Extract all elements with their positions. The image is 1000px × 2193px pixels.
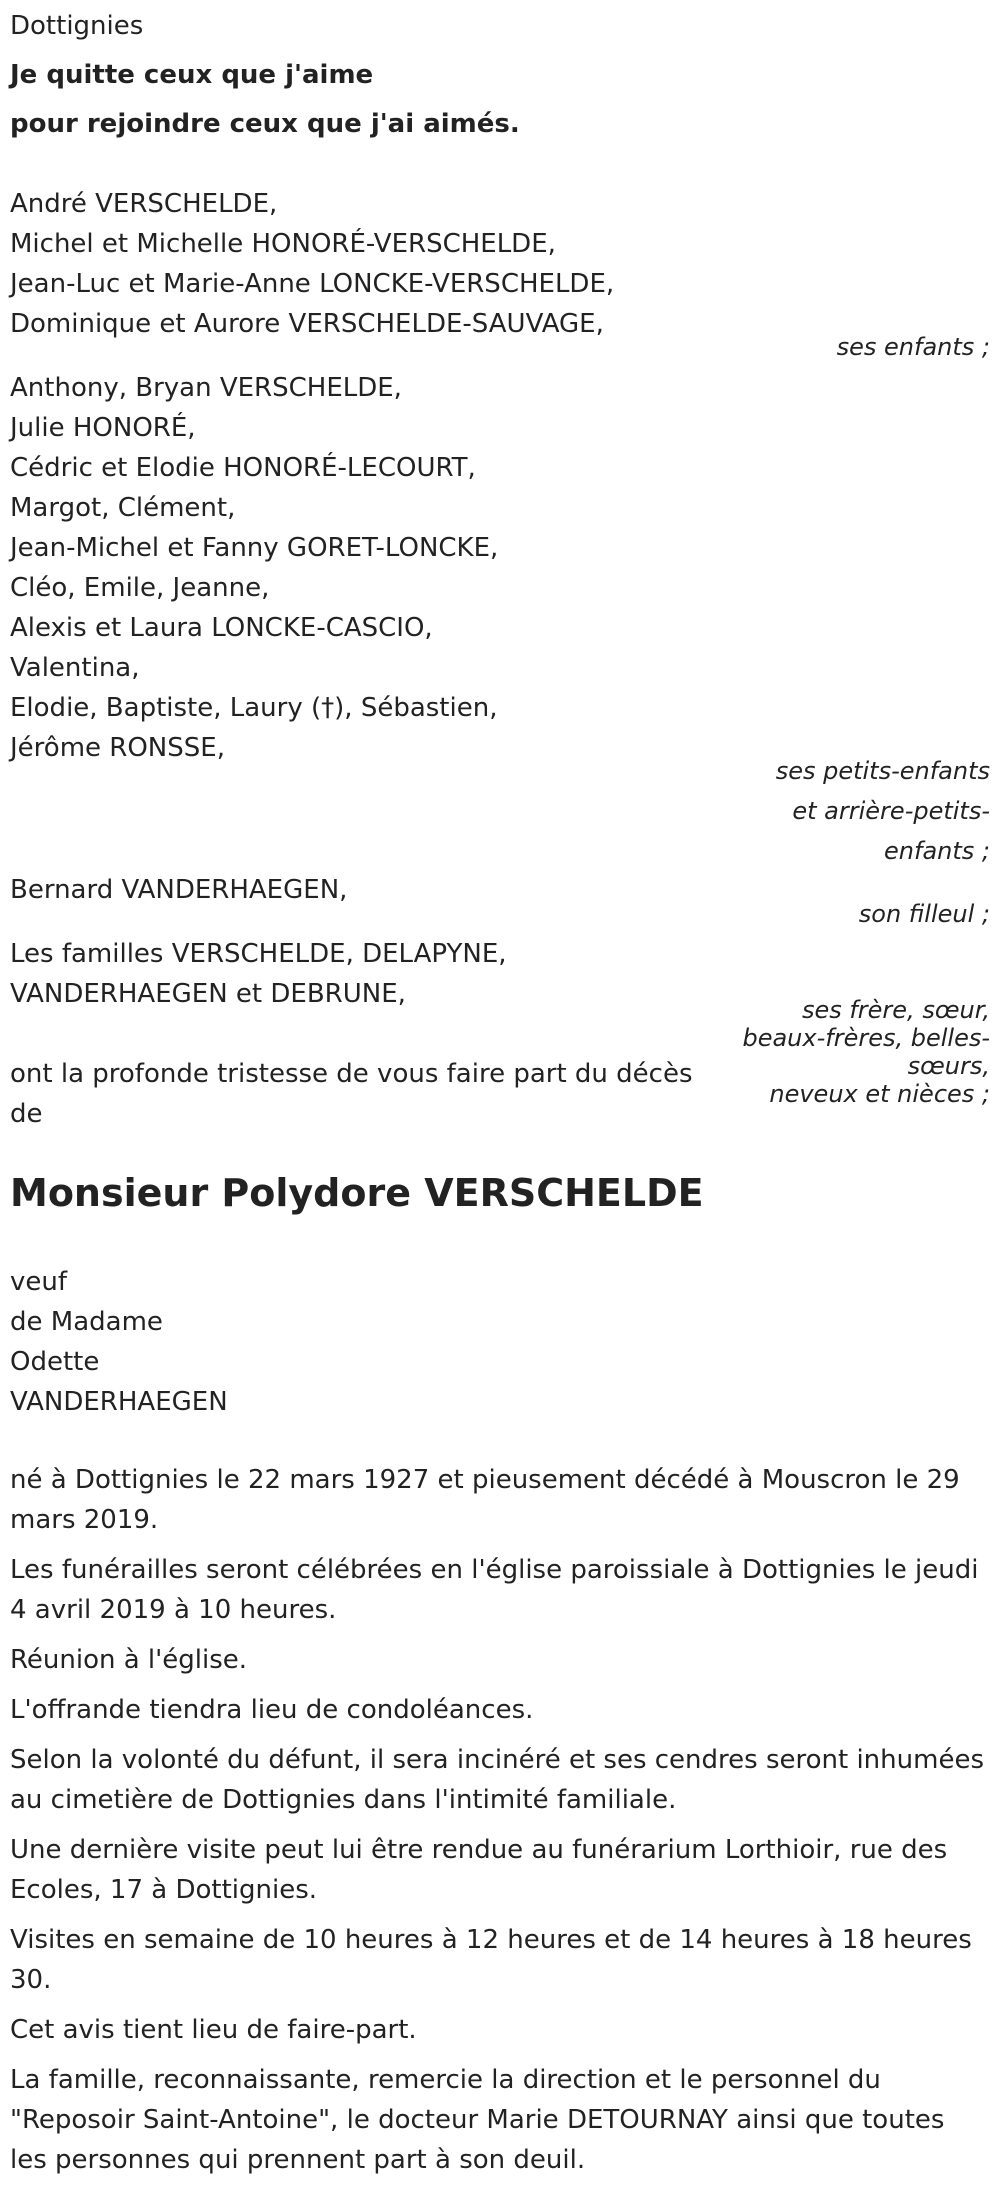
- widower-line: veuf: [10, 1267, 68, 1297]
- announcement-line: de: [10, 1099, 43, 1129]
- grandchildren-line: Cédric et Elodie HONORÉ-LECOURT,: [10, 453, 476, 483]
- grandchildren-line: Jean-Michel et Fanny GORET-LONCKE,: [10, 533, 499, 563]
- grandchildren-line: Anthony, Bryan VERSCHELDE,: [10, 373, 402, 403]
- grandchildren-line: Jérôme RONSSE,: [10, 733, 225, 763]
- godson-line: Bernard VANDERHAEGEN,: [10, 875, 348, 905]
- offering-paragraph: L'offrande tiendra lieu de condoléances.: [10, 1695, 534, 1725]
- grandchildren-line: Elodie, Baptiste, Laury (†), Sébastien,: [10, 693, 498, 723]
- families-line: VANDERHAEGEN et DEBRUNE,: [10, 979, 406, 1009]
- motto-line-1: Je quitte ceux que j'aime: [10, 60, 374, 90]
- city: Dottignies: [10, 11, 144, 41]
- visit-paragraph: Une dernière visite peut lui être rendue au funérarium Lorthioir, rue des Ecoles, 17 à Dottignies.: [10, 1835, 948, 1905]
- children-line: Jean-Luc et Marie-Anne LONCKE-VERSCHELDE,: [10, 269, 615, 299]
- families-relation: ses frère, sœur, beaux-frères, belles- sœurs, neveux et nièces ;: [742, 996, 990, 1108]
- visiting-hours-paragraph: Visites en semaine de 10 heures à 12 heures et de 14 heures à 18 heures 30.: [10, 1925, 972, 1995]
- announcement-line: ont la profonde tristesse de vous faire part du décès: [10, 1059, 693, 1089]
- grandchildren-line: Alexis et Laura LONCKE-CASCIO,: [10, 613, 433, 643]
- deceased-name: Monsieur Polydore VERSCHELDE: [10, 1171, 704, 1215]
- children-line: Michel et Michelle HONORÉ-VERSCHELDE,: [10, 229, 556, 259]
- grandchildren-line: Margot, Clément,: [10, 493, 236, 523]
- widower-line: Odette: [10, 1347, 100, 1377]
- funeral-paragraph: Les funérailles seront célébrées en l'église paroissiale à Dottignies le jeudi 4 avril 2019 à 10 heures.: [10, 1555, 979, 1625]
- widower-line: de Madame: [10, 1307, 163, 1337]
- families-line: Les familles VERSCHELDE, DELAPYNE,: [10, 939, 507, 969]
- widower-line: VANDERHAEGEN: [10, 1387, 228, 1417]
- godson-relation: son filleul ;: [858, 900, 990, 928]
- faire-part-paragraph: Cet avis tient lieu de faire-part.: [10, 2015, 417, 2045]
- grandchildren-line: Cléo, Emile, Jeanne,: [10, 573, 270, 603]
- children-line: Dominique et Aurore VERSCHELDE-SAUVAGE,: [10, 309, 604, 339]
- children-line: André VERSCHELDE,: [10, 189, 278, 219]
- meeting-paragraph: Réunion à l'église.: [10, 1645, 248, 1675]
- birth-death-paragraph: né à Dottignies le 22 mars 1927 et pieusement décédé à Mouscron le 29 mars 2019.: [10, 1465, 960, 1535]
- cremation-paragraph: Selon la volonté du défunt, il sera incinéré et ses cendres seront inhumées au cimetière de Dottignies dans l'intimité familiale.: [10, 1745, 984, 1815]
- grandchildren-relation: ses petits-enfants et arrière-petits- enfants ;: [775, 757, 990, 865]
- grandchildren-line: Julie HONORÉ,: [10, 413, 196, 443]
- children-relation: ses enfants ;: [836, 333, 990, 361]
- thanks-paragraph: La famille, reconnaissante, remercie la direction et le personnel du "Reposoir Saint-Antoine", le docteur Marie DETOURNAY ainsi que toutes les personnes qui prennent part à son deuil.: [10, 2065, 945, 2175]
- grandchildren-line: Valentina,: [10, 653, 140, 683]
- motto-line-2: pour rejoindre ceux que j'ai aimés.: [10, 109, 520, 139]
